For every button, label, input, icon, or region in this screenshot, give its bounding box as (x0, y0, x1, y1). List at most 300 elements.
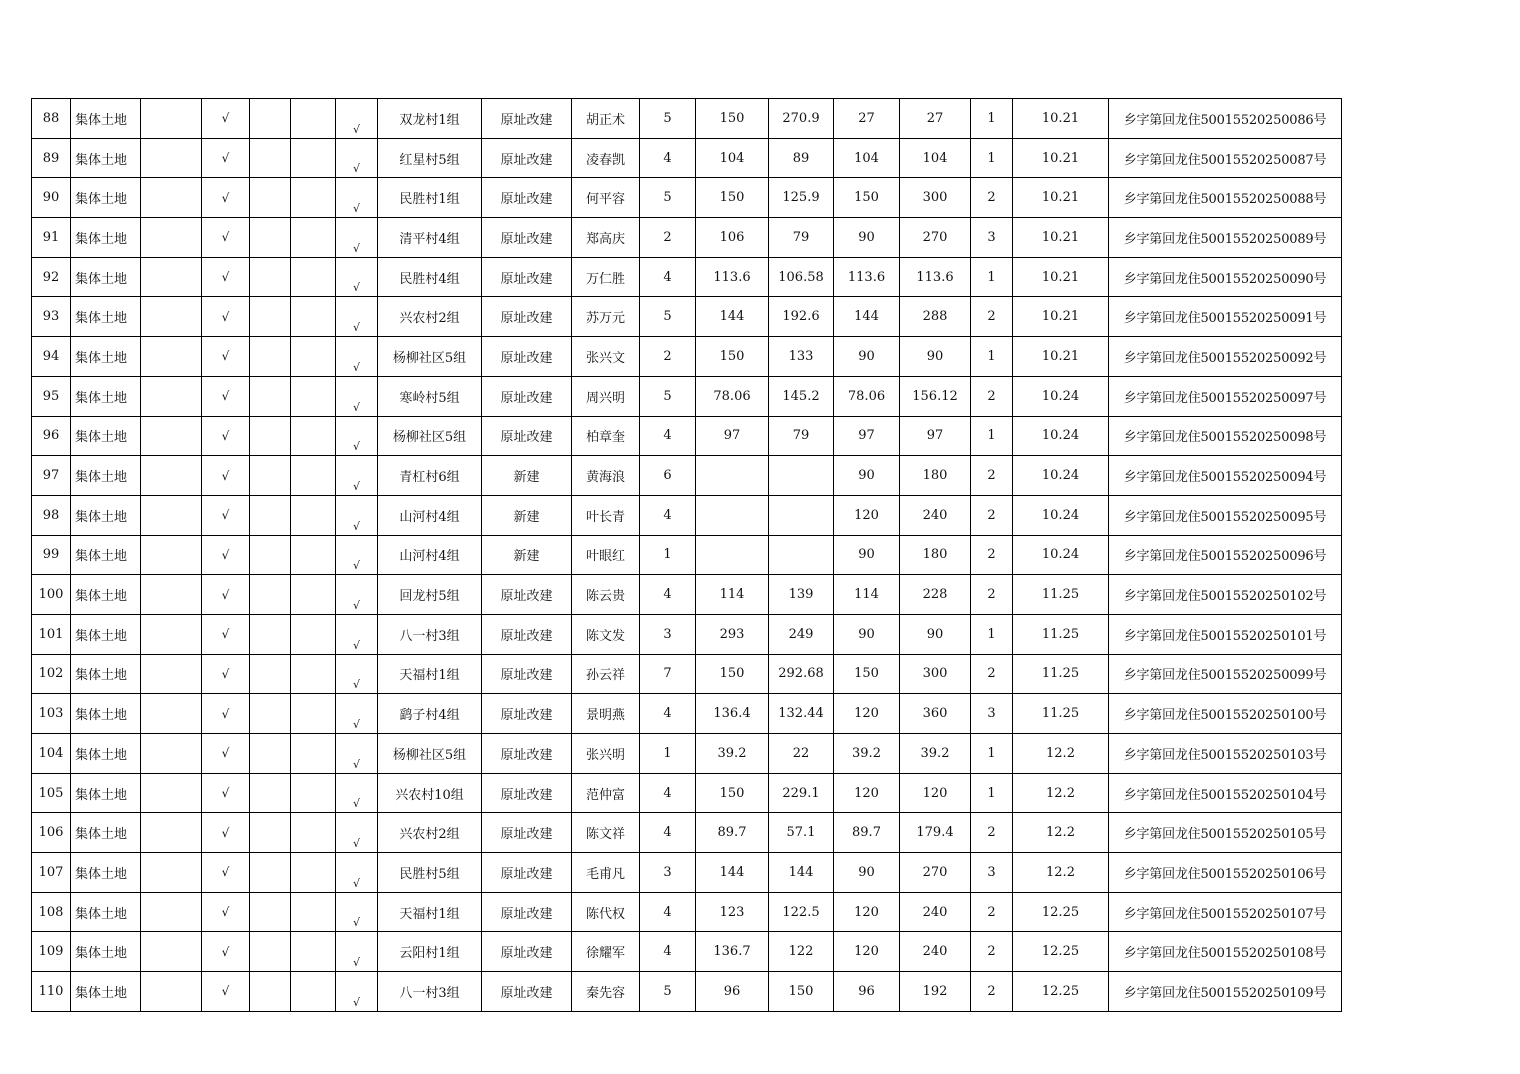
applicant-name-cell: 陈文祥 (572, 813, 640, 853)
blank-cell (250, 257, 291, 297)
certificate-number-cell: 乡字第回龙住50015520250098号 (1109, 416, 1342, 456)
blank-cell (291, 813, 336, 853)
applicant-name-cell: 陈文发 (572, 614, 640, 654)
land-type-cell: 集体土地 (71, 376, 141, 416)
land-type-cell: 集体土地 (71, 99, 141, 139)
area-value-cell: 114 (696, 575, 769, 615)
row-number-cell: 104 (32, 734, 71, 774)
checkmark-cell: √ (336, 218, 378, 258)
blank-cell (141, 337, 202, 377)
checkmark-cell: √ (336, 892, 378, 932)
area-value-cell: 179.4 (900, 813, 971, 853)
certificate-number-cell: 乡字第回龙住50015520250105号 (1109, 813, 1342, 853)
table-body (32, 99, 1342, 1012)
area-value-cell: 270 (900, 218, 971, 258)
household-size-cell: 5 (640, 178, 696, 218)
area-value-cell: 156.12 (900, 376, 971, 416)
construction-type-cell: 原址改建 (482, 218, 572, 258)
applicant-name-cell: 陈云贵 (572, 575, 640, 615)
blank-cell (141, 257, 202, 297)
checkmark-cell: √ (336, 257, 378, 297)
checkmark-cell: √ (202, 99, 250, 139)
table-row (32, 178, 1342, 218)
area-value-cell: 22 (769, 734, 834, 774)
certificate-number-cell: 乡字第回龙住50015520250088号 (1109, 178, 1342, 218)
blank-cell (291, 416, 336, 456)
checkmark-cell: √ (336, 456, 378, 496)
table-row (32, 297, 1342, 337)
row-number-cell: 110 (32, 972, 71, 1012)
applicant-name-cell: 叶长青 (572, 495, 640, 535)
blank-cell (250, 178, 291, 218)
checkmark-cell: √ (202, 614, 250, 654)
applicant-name-cell: 孙云祥 (572, 654, 640, 694)
land-type-cell: 集体土地 (71, 892, 141, 932)
area-value-cell: 114 (834, 575, 900, 615)
applicant-name-cell: 胡正术 (572, 99, 640, 139)
checkmark-cell: √ (202, 654, 250, 694)
blank-cell (141, 773, 202, 813)
area-value-cell (696, 535, 769, 575)
blank-cell (250, 99, 291, 139)
area-value-cell (769, 495, 834, 535)
area-value-cell: 39.2 (834, 734, 900, 774)
blank-cell (141, 575, 202, 615)
date-cell: 10.24 (1013, 535, 1109, 575)
land-type-cell: 集体土地 (71, 575, 141, 615)
construction-type-cell: 新建 (482, 456, 572, 496)
certificate-number-cell: 乡字第回龙住50015520250089号 (1109, 218, 1342, 258)
area-value-cell: 150 (696, 178, 769, 218)
construction-type-cell: 原址改建 (482, 853, 572, 893)
floors-cell: 2 (971, 376, 1013, 416)
checkmark-cell: √ (336, 495, 378, 535)
village-group-cell: 八一村3组 (378, 614, 482, 654)
land-type-cell: 集体土地 (71, 734, 141, 774)
checkmark-cell: √ (336, 614, 378, 654)
land-type-cell: 集体土地 (71, 297, 141, 337)
checkmark-cell: √ (336, 654, 378, 694)
certificate-number-cell: 乡字第回龙住50015520250103号 (1109, 734, 1342, 774)
table-row (32, 495, 1342, 535)
household-size-cell: 3 (640, 853, 696, 893)
row-number-cell: 91 (32, 218, 71, 258)
village-group-cell: 兴农村2组 (378, 297, 482, 337)
blank-cell (141, 892, 202, 932)
area-value-cell: 120 (834, 495, 900, 535)
blank-cell (291, 178, 336, 218)
area-value-cell: 120 (834, 932, 900, 972)
household-size-cell: 5 (640, 99, 696, 139)
permit-table (31, 98, 1342, 1012)
blank-cell (141, 535, 202, 575)
area-value-cell: 192 (900, 972, 971, 1012)
area-value-cell: 180 (900, 535, 971, 575)
construction-type-cell: 新建 (482, 535, 572, 575)
blank-cell (141, 972, 202, 1012)
village-group-cell: 红星村5组 (378, 138, 482, 178)
area-value-cell: 120 (834, 773, 900, 813)
table-row (32, 734, 1342, 774)
area-value-cell: 106.58 (769, 257, 834, 297)
applicant-name-cell: 张兴文 (572, 337, 640, 377)
household-size-cell: 1 (640, 734, 696, 774)
certificate-number-cell: 乡字第回龙住50015520250094号 (1109, 456, 1342, 496)
blank-cell (250, 892, 291, 932)
row-number-cell: 108 (32, 892, 71, 932)
blank-cell (291, 575, 336, 615)
table-row (32, 535, 1342, 575)
floors-cell: 2 (971, 575, 1013, 615)
construction-type-cell: 原址改建 (482, 178, 572, 218)
area-value-cell: 360 (900, 694, 971, 734)
table-row (32, 654, 1342, 694)
blank-cell (141, 218, 202, 258)
construction-type-cell: 原址改建 (482, 932, 572, 972)
area-value-cell: 106 (696, 218, 769, 258)
blank-cell (291, 614, 336, 654)
checkmark-cell: √ (336, 416, 378, 456)
village-group-cell: 民胜村5组 (378, 853, 482, 893)
area-value-cell: 144 (696, 297, 769, 337)
land-type-cell: 集体土地 (71, 257, 141, 297)
checkmark-cell: √ (336, 853, 378, 893)
applicant-name-cell: 万仁胜 (572, 257, 640, 297)
area-value-cell: 90 (834, 218, 900, 258)
household-size-cell: 1 (640, 535, 696, 575)
certificate-number-cell: 乡字第回龙住50015520250097号 (1109, 376, 1342, 416)
household-size-cell: 4 (640, 495, 696, 535)
applicant-name-cell: 陈代权 (572, 892, 640, 932)
row-number-cell: 89 (32, 138, 71, 178)
blank-cell (141, 932, 202, 972)
row-number-cell: 107 (32, 853, 71, 893)
area-value-cell: 97 (900, 416, 971, 456)
floors-cell: 1 (971, 773, 1013, 813)
area-value-cell: 300 (900, 178, 971, 218)
blank-cell (291, 892, 336, 932)
date-cell: 11.25 (1013, 694, 1109, 734)
area-value-cell: 113.6 (834, 257, 900, 297)
household-size-cell: 4 (640, 694, 696, 734)
floors-cell: 1 (971, 99, 1013, 139)
table-row (32, 892, 1342, 932)
area-value-cell: 120 (834, 892, 900, 932)
area-value-cell: 120 (834, 694, 900, 734)
construction-type-cell: 原址改建 (482, 297, 572, 337)
area-value-cell: 78.06 (696, 376, 769, 416)
area-value-cell: 293 (696, 614, 769, 654)
blank-cell (141, 654, 202, 694)
area-value-cell: 133 (769, 337, 834, 377)
blank-cell (250, 614, 291, 654)
date-cell: 10.21 (1013, 138, 1109, 178)
checkmark-cell: √ (202, 337, 250, 377)
checkmark-cell: √ (202, 694, 250, 734)
blank-cell (291, 99, 336, 139)
certificate-number-cell: 乡字第回龙住50015520250101号 (1109, 614, 1342, 654)
certificate-number-cell: 乡字第回龙住50015520250108号 (1109, 932, 1342, 972)
floors-cell: 2 (971, 178, 1013, 218)
construction-type-cell: 原址改建 (482, 972, 572, 1012)
area-value-cell: 90 (834, 535, 900, 575)
blank-cell (141, 694, 202, 734)
blank-cell (291, 773, 336, 813)
blank-cell (250, 932, 291, 972)
blank-cell (291, 694, 336, 734)
date-cell: 11.25 (1013, 575, 1109, 615)
checkmark-cell: √ (336, 535, 378, 575)
land-type-cell: 集体土地 (71, 972, 141, 1012)
row-number-cell: 100 (32, 575, 71, 615)
blank-cell (291, 972, 336, 1012)
area-value-cell: 228 (900, 575, 971, 615)
area-value-cell: 125.9 (769, 178, 834, 218)
village-group-cell: 鹞子村4组 (378, 694, 482, 734)
area-value-cell: 300 (900, 654, 971, 694)
area-value-cell: 292.68 (769, 654, 834, 694)
table-row (32, 456, 1342, 496)
date-cell: 12.25 (1013, 932, 1109, 972)
blank-cell (141, 376, 202, 416)
area-value-cell: 122 (769, 932, 834, 972)
construction-type-cell: 原址改建 (482, 337, 572, 377)
blank-cell (141, 456, 202, 496)
area-value-cell: 78.06 (834, 376, 900, 416)
checkmark-cell: √ (202, 416, 250, 456)
table-row (32, 773, 1342, 813)
blank-cell (250, 138, 291, 178)
certificate-number-cell: 乡字第回龙住50015520250092号 (1109, 337, 1342, 377)
checkmark-cell: √ (336, 734, 378, 774)
checkmark-cell: √ (202, 535, 250, 575)
floors-cell: 2 (971, 892, 1013, 932)
blank-cell (141, 178, 202, 218)
village-group-cell: 民胜村1组 (378, 178, 482, 218)
area-value-cell: 79 (769, 416, 834, 456)
area-value-cell: 90 (900, 337, 971, 377)
date-cell: 10.24 (1013, 416, 1109, 456)
floors-cell: 3 (971, 218, 1013, 258)
household-size-cell: 5 (640, 972, 696, 1012)
table-row (32, 376, 1342, 416)
floors-cell: 1 (971, 337, 1013, 377)
area-value-cell: 145.2 (769, 376, 834, 416)
applicant-name-cell: 黄海浪 (572, 456, 640, 496)
blank-cell (291, 495, 336, 535)
certificate-number-cell: 乡字第回龙住50015520250102号 (1109, 575, 1342, 615)
land-type-cell: 集体土地 (71, 178, 141, 218)
checkmark-cell: √ (202, 376, 250, 416)
blank-cell (250, 337, 291, 377)
checkmark-cell: √ (202, 257, 250, 297)
blank-cell (291, 218, 336, 258)
household-size-cell: 2 (640, 337, 696, 377)
certificate-number-cell: 乡字第回龙住50015520250096号 (1109, 535, 1342, 575)
date-cell: 12.2 (1013, 773, 1109, 813)
area-value-cell: 192.6 (769, 297, 834, 337)
village-group-cell: 云阳村1组 (378, 932, 482, 972)
row-number-cell: 94 (32, 337, 71, 377)
date-cell: 12.25 (1013, 972, 1109, 1012)
blank-cell (141, 99, 202, 139)
certificate-number-cell: 乡字第回龙住50015520250109号 (1109, 972, 1342, 1012)
blank-cell (141, 416, 202, 456)
household-size-cell: 2 (640, 218, 696, 258)
construction-type-cell: 原址改建 (482, 138, 572, 178)
checkmark-cell: √ (202, 456, 250, 496)
land-type-cell: 集体土地 (71, 218, 141, 258)
construction-type-cell: 原址改建 (482, 99, 572, 139)
construction-type-cell: 原址改建 (482, 654, 572, 694)
checkmark-cell: √ (336, 376, 378, 416)
area-value-cell: 97 (834, 416, 900, 456)
blank-cell (291, 456, 336, 496)
checkmark-cell: √ (336, 178, 378, 218)
household-size-cell: 4 (640, 138, 696, 178)
certificate-number-cell: 乡字第回龙住50015520250106号 (1109, 853, 1342, 893)
area-value-cell: 120 (900, 773, 971, 813)
blank-cell (291, 138, 336, 178)
area-value-cell: 39.2 (696, 734, 769, 774)
land-type-cell: 集体土地 (71, 813, 141, 853)
floors-cell: 1 (971, 138, 1013, 178)
area-value-cell: 240 (900, 892, 971, 932)
area-value-cell: 136.4 (696, 694, 769, 734)
area-value-cell (696, 495, 769, 535)
area-value-cell: 122.5 (769, 892, 834, 932)
date-cell: 10.21 (1013, 218, 1109, 258)
area-value-cell: 96 (696, 972, 769, 1012)
area-value-cell: 90 (834, 456, 900, 496)
village-group-cell: 兴农村2组 (378, 813, 482, 853)
table-row (32, 614, 1342, 654)
blank-cell (250, 813, 291, 853)
checkmark-cell: √ (202, 932, 250, 972)
household-size-cell: 4 (640, 773, 696, 813)
blank-cell (250, 416, 291, 456)
area-value-cell: 39.2 (900, 734, 971, 774)
checkmark-cell: √ (202, 218, 250, 258)
floors-cell: 2 (971, 456, 1013, 496)
area-value-cell: 97 (696, 416, 769, 456)
row-number-cell: 109 (32, 932, 71, 972)
date-cell: 10.21 (1013, 257, 1109, 297)
certificate-number-cell: 乡字第回龙住50015520250095号 (1109, 495, 1342, 535)
row-number-cell: 95 (32, 376, 71, 416)
date-cell: 10.21 (1013, 297, 1109, 337)
table-row (32, 257, 1342, 297)
area-value-cell: 89.7 (834, 813, 900, 853)
blank-cell (291, 337, 336, 377)
area-value-cell: 113.6 (696, 257, 769, 297)
area-value-cell: 113.6 (900, 257, 971, 297)
land-type-cell: 集体土地 (71, 456, 141, 496)
area-value-cell: 57.1 (769, 813, 834, 853)
floors-cell: 2 (971, 972, 1013, 1012)
blank-cell (141, 138, 202, 178)
area-value-cell: 27 (900, 99, 971, 139)
area-value-cell: 150 (696, 337, 769, 377)
applicant-name-cell: 郑高庆 (572, 218, 640, 258)
row-number-cell: 92 (32, 257, 71, 297)
blank-cell (250, 297, 291, 337)
area-value-cell: 89.7 (696, 813, 769, 853)
area-value-cell: 150 (696, 654, 769, 694)
date-cell: 12.2 (1013, 734, 1109, 774)
village-group-cell: 寒岭村5组 (378, 376, 482, 416)
applicant-name-cell: 范仲富 (572, 773, 640, 813)
land-type-cell: 集体土地 (71, 654, 141, 694)
area-value-cell: 90 (834, 614, 900, 654)
area-value-cell (696, 456, 769, 496)
land-type-cell: 集体土地 (71, 614, 141, 654)
applicant-name-cell: 叶眼红 (572, 535, 640, 575)
row-number-cell: 101 (32, 614, 71, 654)
certificate-number-cell: 乡字第回龙住50015520250104号 (1109, 773, 1342, 813)
applicant-name-cell: 凌春凯 (572, 138, 640, 178)
checkmark-cell: √ (202, 892, 250, 932)
area-value-cell: 229.1 (769, 773, 834, 813)
blank-cell (141, 813, 202, 853)
area-value-cell: 104 (696, 138, 769, 178)
area-value-cell: 240 (900, 495, 971, 535)
table-row (32, 813, 1342, 853)
checkmark-cell: √ (202, 138, 250, 178)
table-row (32, 337, 1342, 377)
blank-cell (250, 575, 291, 615)
row-number-cell: 98 (32, 495, 71, 535)
construction-type-cell: 原址改建 (482, 614, 572, 654)
date-cell: 10.21 (1013, 99, 1109, 139)
village-group-cell: 杨柳社区5组 (378, 734, 482, 774)
checkmark-cell: √ (336, 337, 378, 377)
applicant-name-cell: 苏万元 (572, 297, 640, 337)
area-value-cell: 249 (769, 614, 834, 654)
construction-type-cell: 原址改建 (482, 376, 572, 416)
household-size-cell: 6 (640, 456, 696, 496)
land-type-cell: 集体土地 (71, 694, 141, 734)
date-cell: 10.21 (1013, 178, 1109, 218)
checkmark-cell: √ (336, 694, 378, 734)
certificate-number-cell: 乡字第回龙住50015520250086号 (1109, 99, 1342, 139)
blank-cell (291, 853, 336, 893)
checkmark-cell: √ (336, 773, 378, 813)
certificate-number-cell: 乡字第回龙住50015520250087号 (1109, 138, 1342, 178)
checkmark-cell: √ (202, 853, 250, 893)
area-value-cell: 270 (900, 853, 971, 893)
village-group-cell: 青杠村6组 (378, 456, 482, 496)
area-value-cell (769, 456, 834, 496)
land-type-cell: 集体土地 (71, 495, 141, 535)
table-row (32, 694, 1342, 734)
area-value-cell: 136.7 (696, 932, 769, 972)
construction-type-cell: 原址改建 (482, 575, 572, 615)
land-type-cell: 集体土地 (71, 773, 141, 813)
applicant-name-cell: 徐耀军 (572, 932, 640, 972)
certificate-number-cell: 乡字第回龙住50015520250091号 (1109, 297, 1342, 337)
area-value-cell: 180 (900, 456, 971, 496)
area-value-cell: 104 (834, 138, 900, 178)
household-size-cell: 4 (640, 813, 696, 853)
applicant-name-cell: 柏章奎 (572, 416, 640, 456)
date-cell: 12.2 (1013, 853, 1109, 893)
blank-cell (141, 853, 202, 893)
construction-type-cell: 原址改建 (482, 773, 572, 813)
applicant-name-cell: 景明燕 (572, 694, 640, 734)
area-value-cell: 150 (696, 773, 769, 813)
construction-type-cell: 原址改建 (482, 892, 572, 932)
